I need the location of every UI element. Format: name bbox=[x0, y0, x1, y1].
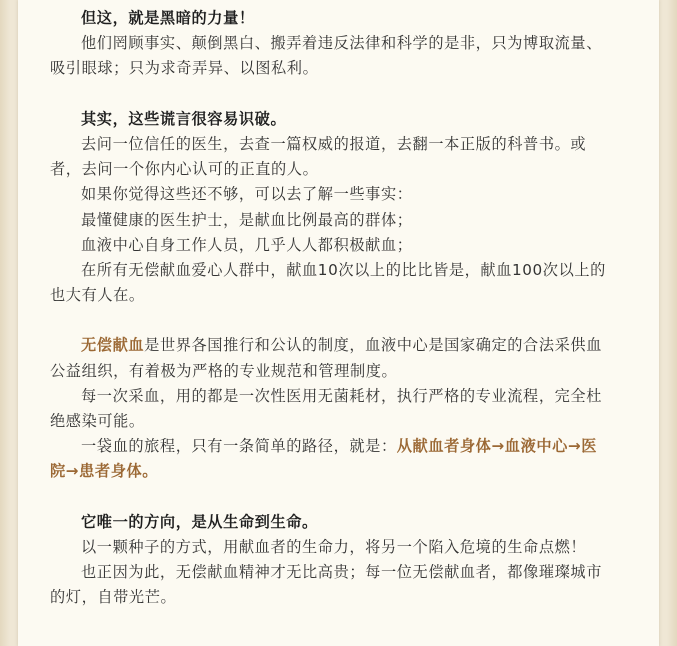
paragraph-line: 的灯，自带光芒。 bbox=[50, 588, 177, 607]
heading-life-to-life: 它唯一的方向，是从生命到生命。 bbox=[81, 512, 318, 531]
paragraph-line: 他们罔顾事实、颠倒黑白、搬弄着违反法律和科学的是非，只为博取流量、 bbox=[81, 34, 602, 53]
paragraph-line: 公益组织，有着极为严格的专业规范和管理制度。 bbox=[50, 361, 398, 380]
fact-item: 在所有无偿献血爱心人群中，献血10次以上的比比皆是，献血100次以上的 bbox=[81, 260, 606, 279]
paragraph-line: 吸引眼球；只为求奇弄异、以图私利。 bbox=[50, 59, 319, 78]
article-body bbox=[50, 6, 642, 611]
fact-item: 血液中心自身工作人员，几乎人人都积极献血； bbox=[81, 235, 413, 254]
paragraph-gap bbox=[50, 485, 642, 510]
paragraph-gap bbox=[50, 82, 642, 107]
article-paper bbox=[18, 0, 659, 646]
paragraph-line: 者，去问一个你内心认可的正直的人。 bbox=[50, 160, 319, 179]
paragraph-text: 一袋血的旅程，只有一条简单的路径，就是： bbox=[81, 437, 397, 456]
paragraph-line: 每一次采血，用的都是一次性医用无菌耗材，执行严格的专业流程，完全杜 bbox=[81, 386, 602, 405]
paragraph-line bbox=[50, 434, 642, 459]
paragraph-line bbox=[50, 333, 642, 358]
heading-dark-power: 但这，就是黑暗的力量！ bbox=[81, 9, 255, 27]
paragraph-line bbox=[50, 459, 642, 484]
paragraph-gap bbox=[50, 308, 642, 333]
highlight-unpaid-donation: 无偿献血 bbox=[81, 336, 145, 355]
highlight-blood-path: 从献血者身体→血液中心→医 bbox=[396, 437, 598, 456]
paragraph-line: 以一颗种子的方式，用献血者的生命力，将另一个陷入危境的生命点燃！ bbox=[81, 537, 587, 556]
paragraph-line: 也正因为此，无偿献血精神才无比高贵；每一位无偿献血者，都像璀璨城市 bbox=[81, 563, 602, 582]
heading-lies-easy: 其实，这些谎言很容易识破。 bbox=[81, 109, 287, 128]
fact-item: 最懂健康的医生护士，是献血比例最高的群体； bbox=[81, 210, 413, 229]
paragraph-line: 如果你觉得这些还不够，可以去了解一些事实： bbox=[81, 185, 413, 204]
paragraph-text: 是世界各国推行和公认的制度，血液中心是国家确定的合法采供血 bbox=[144, 336, 602, 355]
paragraph-line: 去问一位信任的医生，去查一篇权威的报道，去翻一本正版的科普书。或 bbox=[81, 134, 587, 153]
highlight-blood-path-end: 院→患者身体。 bbox=[50, 462, 159, 481]
paragraph-line: 绝感染可能。 bbox=[50, 412, 145, 430]
paragraph-line: 也大有人在。 bbox=[50, 286, 145, 305]
